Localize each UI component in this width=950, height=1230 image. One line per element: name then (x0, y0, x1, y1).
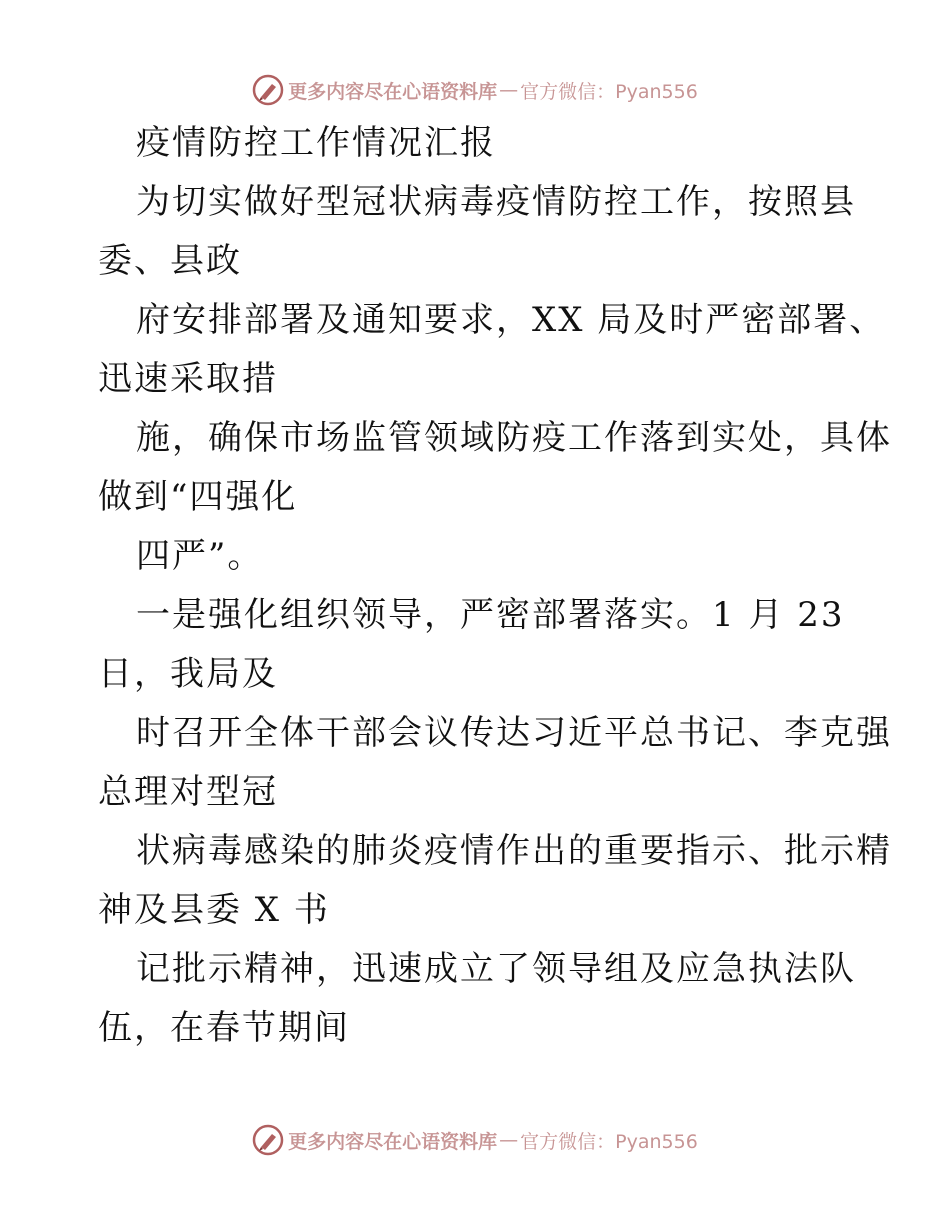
document-body (98, 123, 892, 1048)
pen-logo-icon (252, 74, 284, 106)
doc-line: 神及县委 X 书 (98, 890, 330, 930)
doc-line: 伍，在春节期间 (98, 1008, 350, 1048)
doc-line: 委、县政 (98, 241, 242, 281)
doc-line: 施，确保市场监管领域防疫工作落到实处，具体 (136, 418, 892, 458)
header-banner (0, 70, 950, 110)
banner-dash: — (499, 1129, 519, 1151)
doc-title: 疫情防控工作情况汇报 (136, 123, 496, 163)
doc-line: 记批示精神，迅速成立了领导组及应急执法队 (136, 949, 856, 989)
doc-line: 总理对型冠 (98, 772, 278, 812)
banner-left-text: 更多内容尽在心语资料库 (288, 80, 498, 103)
doc-line: 四严”。 (136, 536, 264, 576)
banner-left-text: 更多内容尽在心语资料库 (288, 1130, 498, 1153)
doc-line: 迅速采取措 (98, 359, 278, 399)
banner-right-text: 官方微信：Pyan556 (520, 1130, 698, 1153)
doc-line: 为切实做好型冠状病毒疫情防控工作，按照县 (136, 182, 856, 222)
doc-line: 时召开全体干部会议传达习近平总书记、李克强 (136, 713, 892, 753)
pen-logo-icon (252, 1124, 284, 1156)
doc-line: 府安排部署及通知要求，XX 局及时严密部署、 (136, 300, 886, 340)
doc-line: 状病毒感染的肺炎疫情作出的重要指示、批示精 (136, 831, 892, 871)
banner-right-text: 官方微信：Pyan556 (520, 80, 698, 103)
footer-banner (0, 1120, 950, 1160)
doc-line: 一是强化组织领导，严密部署落实。1 月 23 (136, 595, 845, 635)
doc-line: 做到“四强化 (98, 477, 298, 517)
doc-line: 日，我局及 (98, 654, 278, 694)
banner-dash: — (499, 79, 519, 101)
